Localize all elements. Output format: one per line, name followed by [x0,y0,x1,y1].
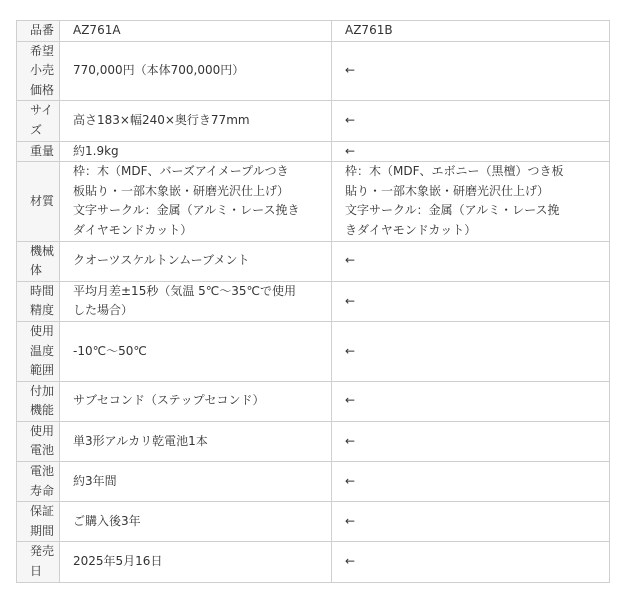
temperature-b-value: ← [332,321,610,381]
spec-table [16,20,610,583]
table-row [17,41,610,101]
features-b-value: ← [332,381,610,421]
row-label-warranty: 保証 期間 [17,502,60,542]
table-row [17,542,610,582]
table-row [17,462,610,502]
release-date-a-value: 2025年5月16日 [60,542,332,582]
row-label-material: 材質 [17,162,60,241]
row-label-battery-life: 電池 寿命 [17,462,60,502]
movement-a-value: クオーツスケルトンムーブメント [60,241,332,281]
release-date-b-value: ← [332,542,610,582]
table-row [17,381,610,421]
table-row [17,101,610,141]
table-row [17,502,610,542]
battery-life-a-value: 約3年間 [60,462,332,502]
battery-b-value: ← [332,421,610,461]
weight-b-value: ← [332,141,610,162]
table-row [17,421,610,461]
row-label-size: サイ ズ [17,101,60,141]
battery-a-value: 単3形アルカリ乾電池1本 [60,421,332,461]
price-b-value: ← [332,41,610,101]
warranty-a-value: ご購入後3年 [60,502,332,542]
accuracy-a-value: 平均月差±15秒（気温 5℃〜35℃で使用 した場合） [60,281,332,321]
row-label-model-number: 品番 [17,21,60,42]
table-row [17,162,610,241]
row-label-price: 希望 小売 価格 [17,41,60,101]
row-label-battery: 使用 電池 [17,421,60,461]
table-row [17,321,610,381]
weight-a-value: 約1.9kg [60,141,332,162]
row-label-temperature-range: 使用 温度 範囲 [17,321,60,381]
warranty-b-value: ← [332,502,610,542]
battery-life-b-value: ← [332,462,610,502]
model-b-value: AZ761B [332,21,610,42]
features-a-value: サブセコンド（ステップセコンド） [60,381,332,421]
material-a-value: 枠：木（MDF、バーズアイメープルつき 板貼り・一部木象嵌・研磨光沢仕上げ） 文字サークル：金属（アルミ・レース挽き ダイヤモンドカット） [60,162,332,241]
row-label-accuracy: 時間 精度 [17,281,60,321]
size-b-value: ← [332,101,610,141]
row-label-weight: 重量 [17,141,60,162]
material-b-value: 枠：木（MDF、エボニー（黒檀）つき板 貼り・一部木象嵌・研磨光沢仕上げ） 文字サークル：金属（アルミ・レース挽 きダイヤモンドカット） [332,162,610,241]
temperature-a-value: -10℃〜50℃ [60,321,332,381]
accuracy-b-value: ← [332,281,610,321]
table-row [17,141,610,162]
row-label-release-date: 発売 日 [17,542,60,582]
movement-b-value: ← [332,241,610,281]
table-row [17,281,610,321]
price-a-value: 770,000円（本体700,000円） [60,41,332,101]
table-row [17,241,610,281]
row-label-movement: 機械 体 [17,241,60,281]
size-a-value: 高さ183×幅240×奥行き77mm [60,101,332,141]
row-label-features: 付加 機能 [17,381,60,421]
model-a-value: AZ761A [60,21,332,42]
table-row [17,21,610,42]
